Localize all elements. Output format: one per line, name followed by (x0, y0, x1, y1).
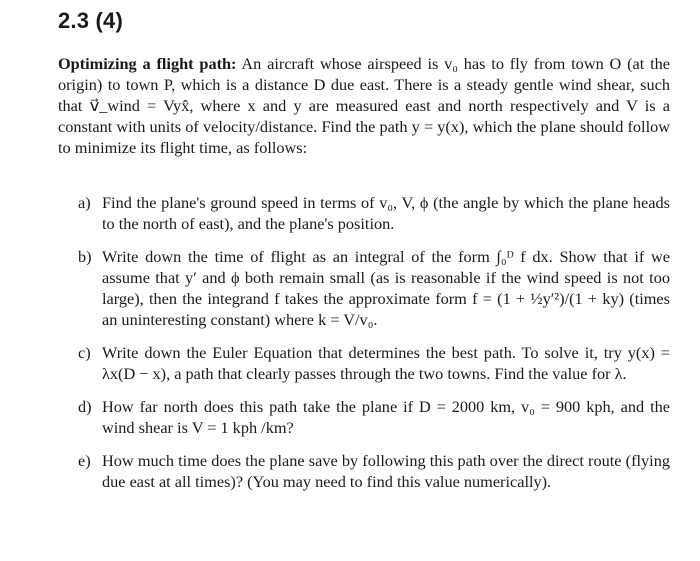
part-text: Write down the time of flight as an integral of the form ∫₀ᴰ f dx. Show that if we assume that y′ and ϕ both remain small (as is reasonable if the wind speed is not too large), then the integrand f takes the approximate form f = (1 + ½y′²)/(1 + ky) (times an uninteresting constant) where k = V/v₀. (102, 247, 670, 329)
part-label: e) (78, 451, 91, 470)
part-label: a) (78, 193, 91, 212)
problem-number: 2.3 (4) (58, 8, 123, 33)
part-a (78, 192, 670, 234)
part-c (78, 342, 670, 384)
problem-parts-list (78, 192, 670, 492)
problem-intro-text: An aircraft whose airspeed is v₀ has to fly from town O (at the origin) to town P, which is a distance D due east. There is a steady gentle wind shear, such that v⃗_wind = Vyx̂, where x and y are measured east and north respectively and V is a constant with units of velocity/distance. Find the path y = y(x), which the plane should follow to minimize its flight time, as follows: (58, 54, 671, 157)
part-label: d) (78, 397, 92, 416)
part-text: Write down the Euler Equation that determines the best path. To solve it, try y(x) = λx(D − x), a path that clearly passes through the two towns. Find the value for λ. (102, 343, 670, 383)
part-text: How much time does the plane save by following this path over the direct route (flying due east at all times)? (You may need to find this value numerically). (102, 451, 670, 491)
part-label: c) (78, 343, 91, 362)
part-b (78, 246, 670, 330)
part-label: b) (78, 247, 92, 266)
part-e (78, 450, 670, 492)
problem-intro (58, 53, 670, 158)
problem-lead: Optimizing a flight path: (58, 54, 237, 73)
part-text: Find the plane's ground speed in terms of v₀, V, ϕ (the angle by which the plane heads to the north of east), and the plane's position. (102, 193, 670, 233)
part-d (78, 396, 670, 438)
part-text: How far north does this path take the plane if D = 2000 km, v₀ = 900 kph, and the wind shear is V = 1 kph /km? (102, 397, 670, 437)
